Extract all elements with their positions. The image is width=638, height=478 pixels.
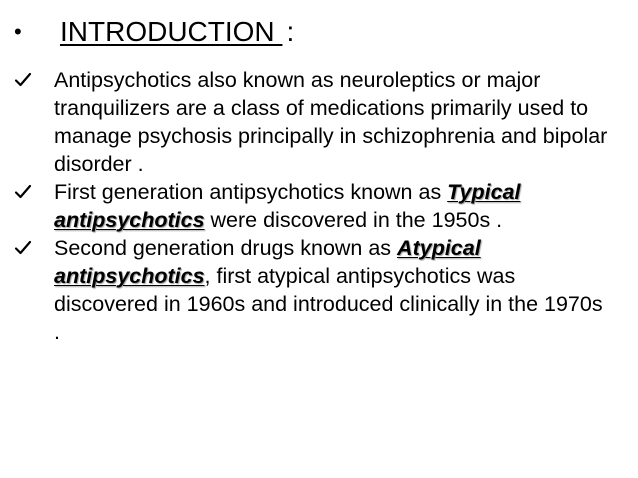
list-item-text xyxy=(54,178,614,234)
list-item-text xyxy=(54,234,614,346)
list-item xyxy=(14,66,614,178)
list-item-text-before: First generation antipsychotics known as xyxy=(54,180,448,204)
slide-heading xyxy=(14,12,294,52)
heading-colon: : xyxy=(286,16,295,47)
emphasized-term: Atypical antipsychotics xyxy=(54,236,481,288)
bullet-icon: • xyxy=(14,19,22,44)
checkmark-icon xyxy=(14,234,54,262)
checkmark-icon xyxy=(14,178,54,206)
list-item-text-before: Second generation drugs known as xyxy=(54,236,398,260)
list-item xyxy=(14,234,614,346)
list-item-text: Antipsychotics also known as neuroleptics or major tranquilizers are a class of medications primarily used to manage psychosis principally in schizophrenia and bipolar disorder . xyxy=(54,68,608,176)
list-item xyxy=(14,178,614,234)
bullet-list xyxy=(14,66,614,346)
heading-title: INTRODUCTION xyxy=(60,16,283,47)
checkmark-icon xyxy=(14,66,54,94)
emphasized-term: Typical antipsychotics xyxy=(54,180,521,232)
list-item-text-after: were discovered in the 1950s . xyxy=(204,208,503,232)
list-item-text-after: , first atypical antipsychotics was discovered in 1960s and introduced clinically in the 1970s . xyxy=(54,264,603,344)
